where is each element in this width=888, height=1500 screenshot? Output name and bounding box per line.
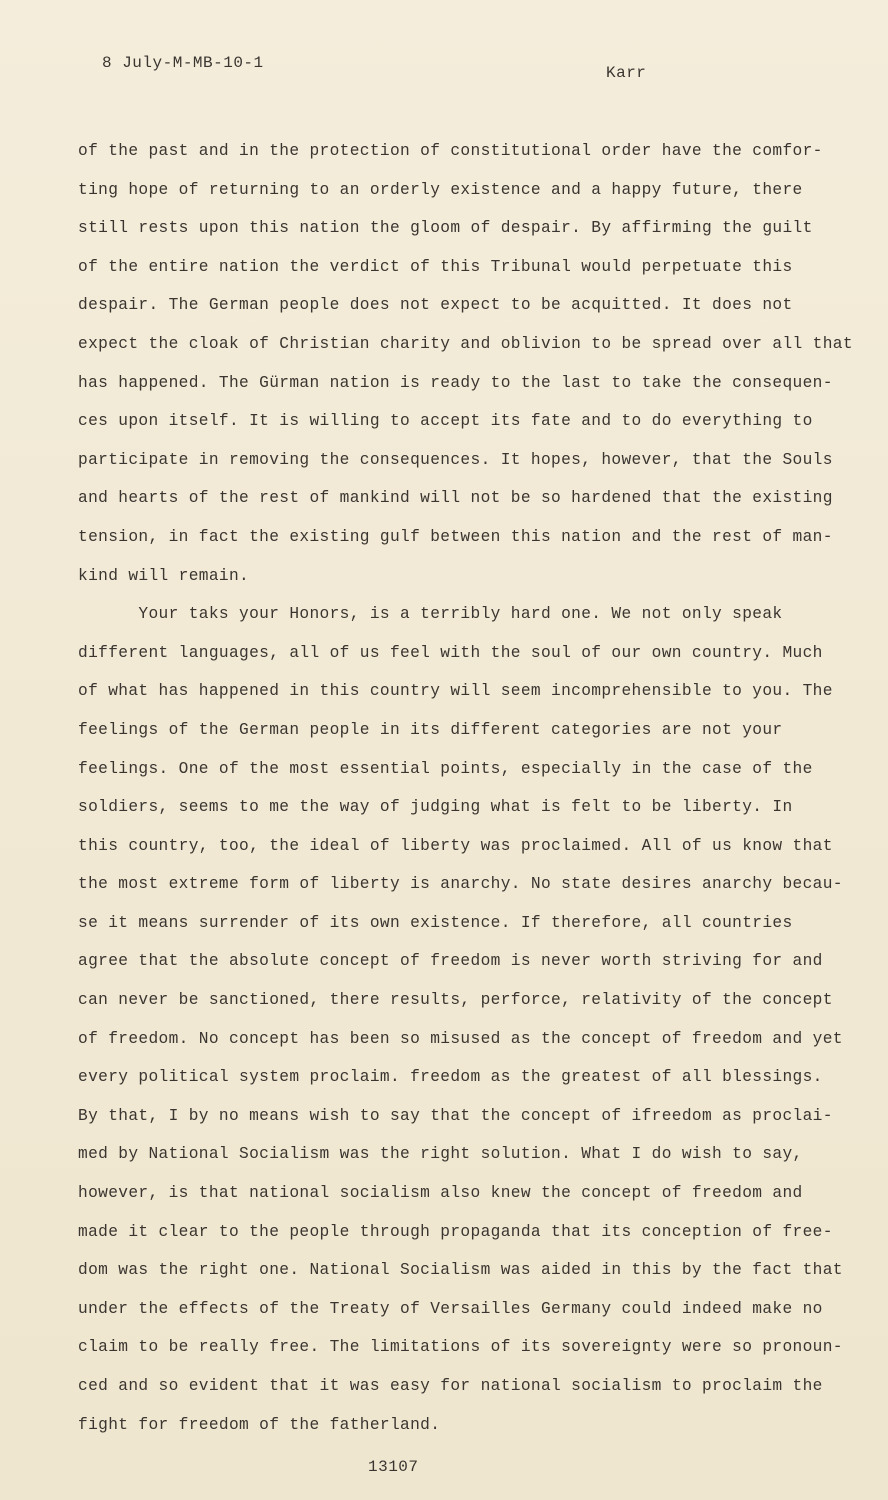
text-line: every political system proclaim. freedom as the greatest of all blessings.: [78, 1068, 823, 1087]
text-line: still rests upon this nation the gloom of despair. By affirming the guilt: [78, 219, 813, 238]
text-line: different languages, all of us feel with the soul of our own country. Much: [78, 643, 823, 662]
body-text: [78, 132, 853, 1444]
text-line: Your taks your Honors, is a terribly hard one. We not only speak: [78, 605, 783, 624]
speaker-name: Karr: [606, 64, 647, 82]
text-line: med by National Socialism was the right solution. What I do wish to say,: [78, 1145, 803, 1164]
text-line: ces upon itself. It is willing to accept its fate and to do everything to: [78, 412, 813, 431]
text-line: feelings of the German people in its different categories are not your: [78, 720, 783, 739]
text-line: of what has happened in this country will seem incomprehensible to you. The: [78, 682, 833, 701]
text-line: participate in removing the consequences. It hopes, however, that the Souls: [78, 450, 833, 469]
text-line: tension, in fact the existing gulf between this nation and the rest of man-: [78, 527, 833, 546]
text-line: kind will remain.: [78, 566, 250, 585]
page-number: 13107: [368, 1458, 419, 1476]
text-line: this country, too, the ideal of liberty was proclaimed. All of us know that: [78, 836, 833, 855]
text-line: and hearts of the rest of mankind will not be so hardened that the existing: [78, 489, 833, 508]
text-line: however, is that national socialism also knew the concept of freedom and: [78, 1184, 803, 1203]
text-line: dom was the right one. National Socialism was aided in this by the fact that: [78, 1261, 843, 1280]
text-line: soldiers, seems to me the way of judging what is felt to be liberty. In: [78, 798, 793, 817]
text-line: of freedom. No concept has been so misused as the concept of freedom and yet: [78, 1029, 843, 1048]
text-line: of the entire nation the verdict of this Tribunal would perpetuate this: [78, 257, 793, 276]
text-line: se it means surrender of its own existence. If therefore, all countries: [78, 913, 793, 932]
text-line: agree that the absolute concept of freedom is never worth striving for and: [78, 952, 823, 971]
text-line: By that, I by no means wish to say that the concept of ifreedom as proclai-: [78, 1106, 833, 1125]
text-line: has happened. The Gürman nation is ready to the last to take the consequen-: [78, 373, 833, 392]
text-line: can never be sanctioned, there results, perforce, relativity of the concept: [78, 991, 833, 1010]
text-line: ced and so evident that it was easy for national socialism to proclaim the: [78, 1377, 823, 1395]
text-line: fight for freedom of the fatherland.: [78, 1415, 441, 1434]
document-reference: 8 July-M-MB-10-1: [102, 54, 264, 72]
text-line: under the effects of the Treaty of Versailles Germany could indeed make no: [78, 1299, 823, 1318]
text-line: the most extreme form of liberty is anarchy. No state desires anarchy becau-: [78, 875, 843, 894]
text-line: claim to be really free. The limitations of its sovereignty were so pronoun-: [78, 1338, 843, 1357]
text-line: of the past and in the protection of constitutional order have the comfor-: [78, 142, 823, 160]
text-line: feelings. One of the most essential points, especially in the case of the: [78, 759, 813, 778]
text-line: made it clear to the people through propaganda that its conception of free-: [78, 1222, 833, 1241]
text-line: ting hope of returning to an orderly existence and a happy future, there: [78, 180, 803, 199]
text-line: expect the cloak of Christian charity and oblivion to be spread over all that: [78, 334, 853, 353]
text-line: despair. The German people does not expect to be acquitted. It does not: [78, 296, 793, 315]
